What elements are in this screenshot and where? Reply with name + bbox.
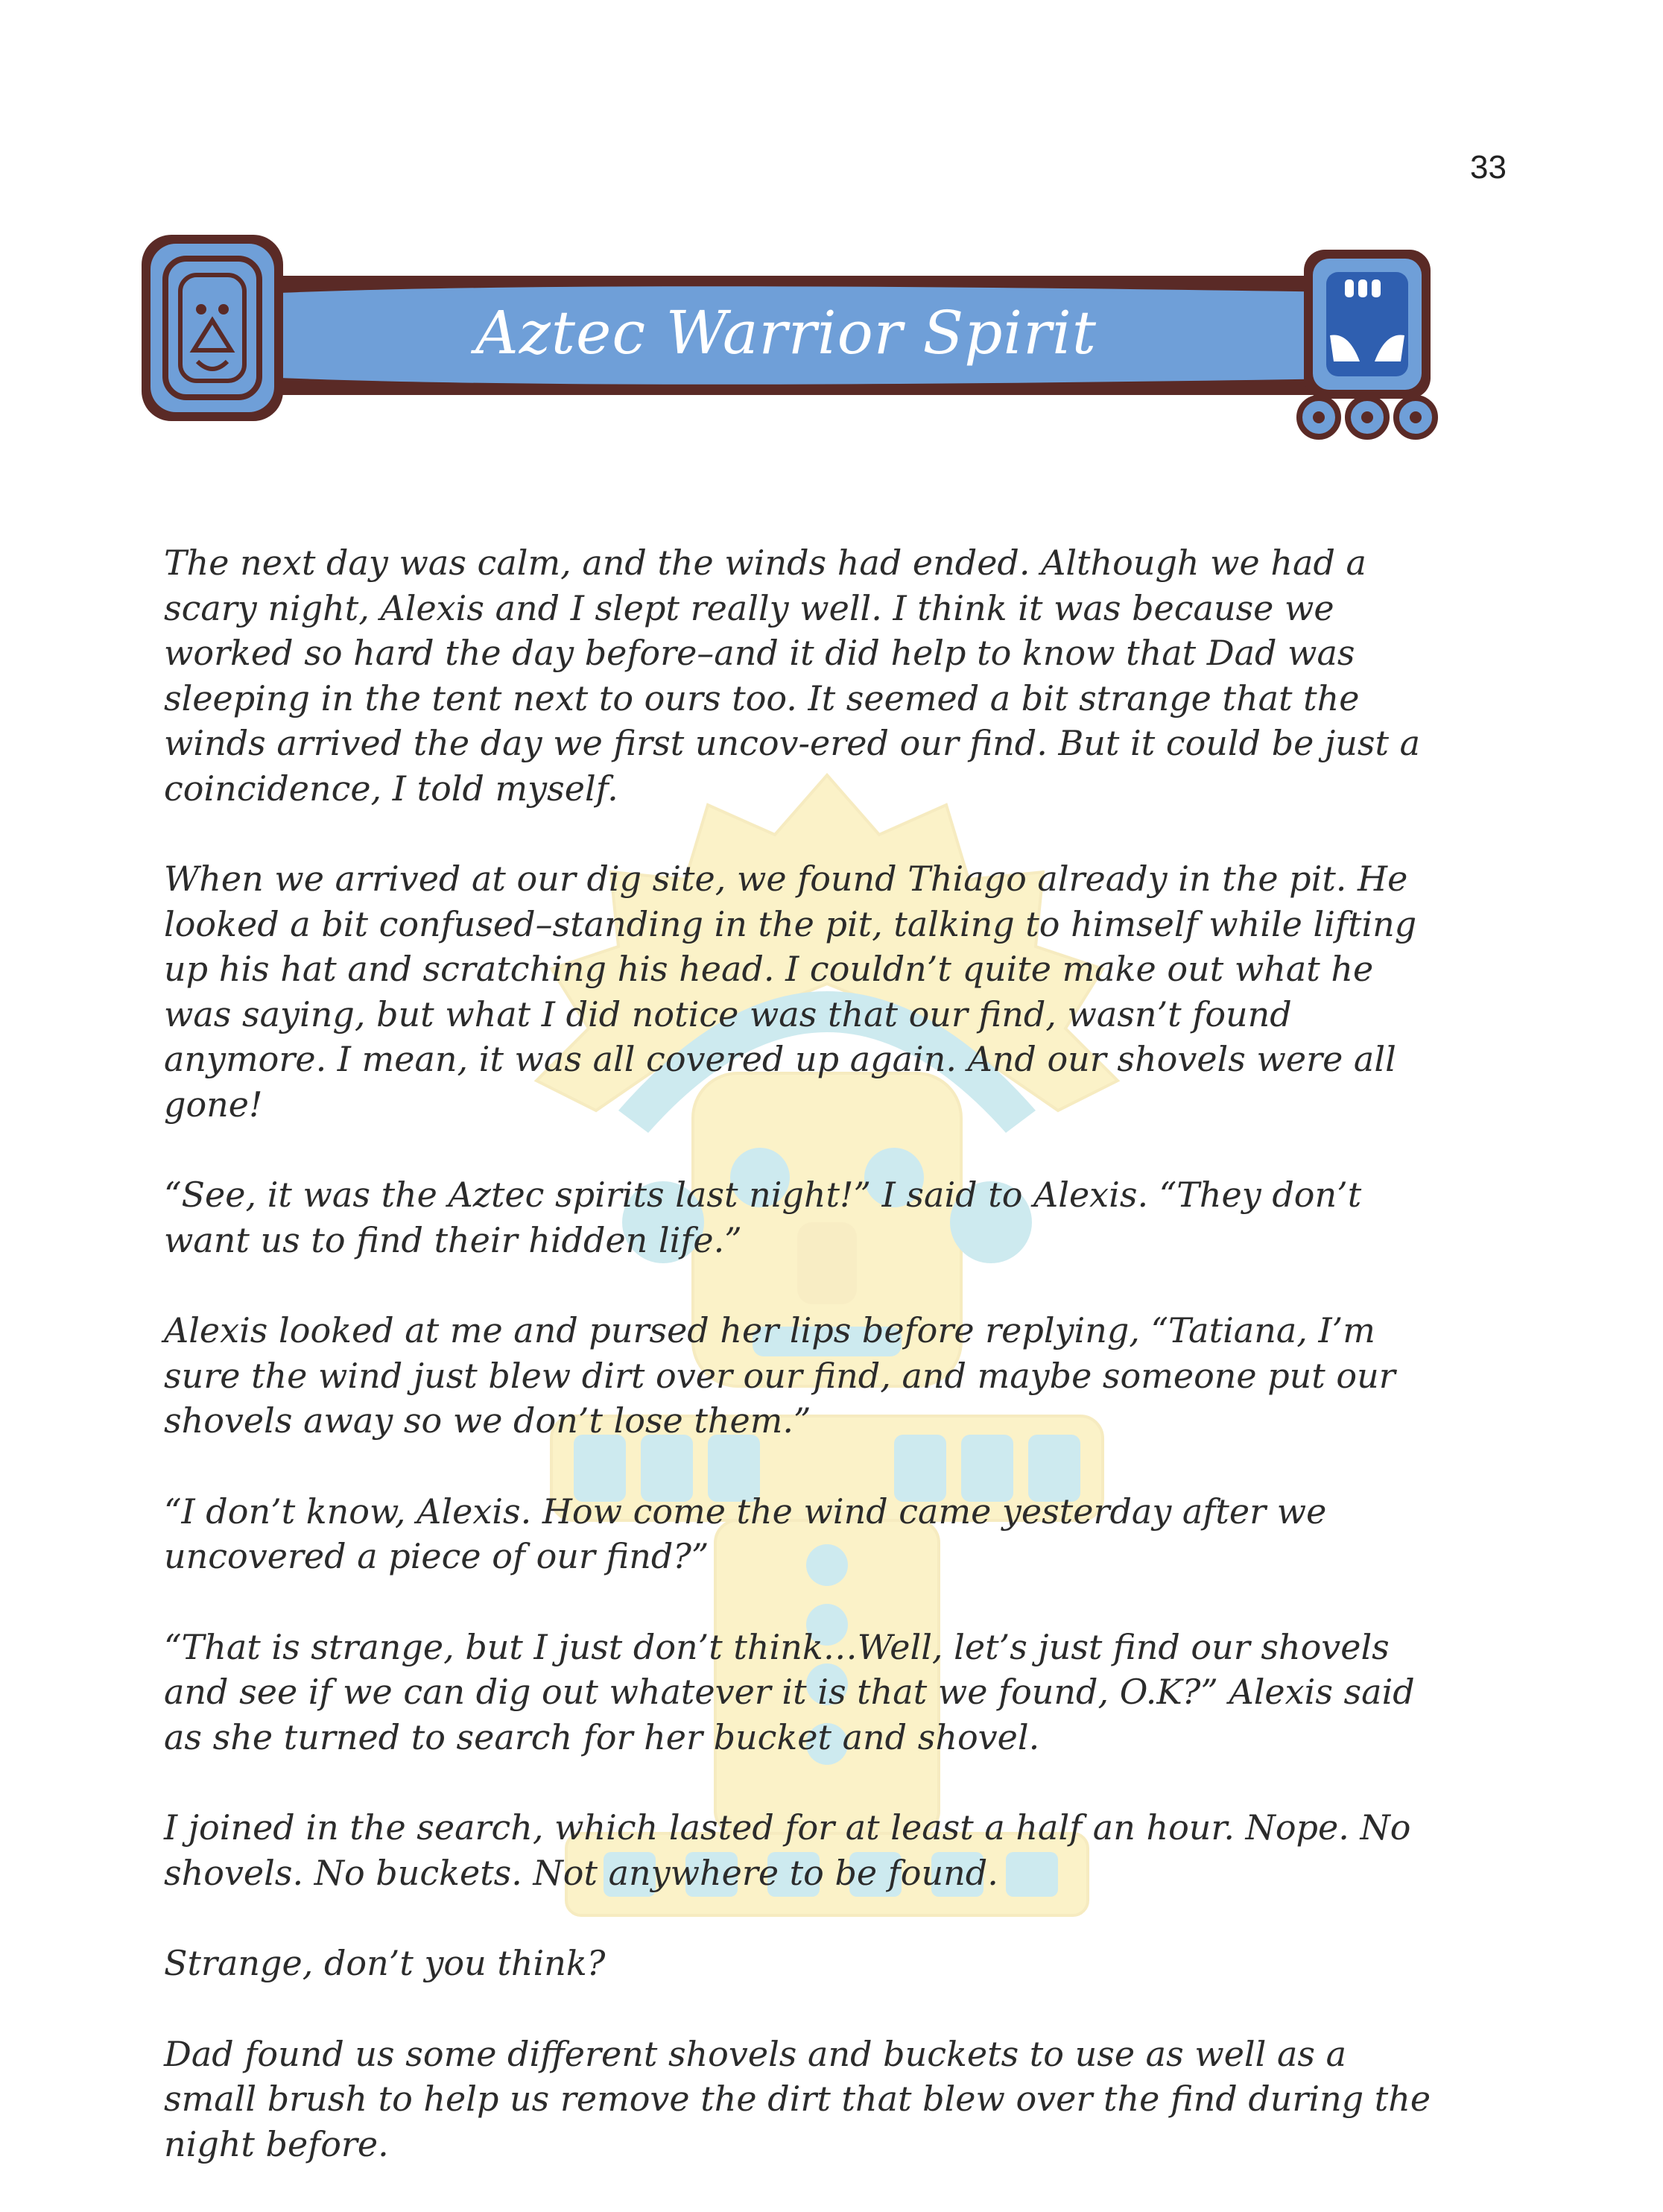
page-number: 33 [1470, 149, 1507, 186]
paragraph: “That is strange, but I just don’t think…Well, let’s just find our shovels and see if we can dig out whatever it is that we found, O.K?” Alexis said as she turned to search for her bucket and shovel. [164, 1626, 1415, 1757]
chapter-banner [134, 224, 1438, 447]
paragraph: Dad found us some different shovels and buckets to use as well as a small brush to help us remove the dirt that blew over the find during the night before. [164, 2033, 1431, 2164]
chapter-title: Aztec Warrior Spirit [475, 298, 1097, 367]
paragraph: “I don’t know, Alexis. How come the wind came yesterday after we uncovered a piece of our find?” [164, 1491, 1327, 1576]
paragraph: I joined in the search, which lasted for at least a half an hour. Nope. No shovels. No buckets. Not anywhere to be found. [164, 1807, 1411, 1893]
story-body [164, 540, 1445, 2212]
paragraph: The next day was calm, and the winds had ended. Although we had a scary night, Alexis and I slept really well. I think it was because we worked so hard the day before–and it did help to know that Dad was sleeping in the tent next to ours too. It seemed a bit strange that the winds arrived the day we first uncov-ered our find. But it could be just a coincidence, I told myself. [164, 543, 1421, 809]
paragraph: Alexis looked at me and pursed her lips before replying, “Tatiana, I’m sure the wind just blew dirt over our find, and maybe someone put our shovels away so we don’t lose them.” [164, 1310, 1396, 1441]
paragraph: “See, it was the Aztec spirits last night!” I said to Alexis. “They don’t want us to find their hidden life.” [164, 1175, 1362, 1260]
paragraph: When we arrived at our dig site, we found Thiago already in the pit. He looked a bit confused–standing in the pit, talking to himself while lifting up his hat and scratching his head. I couldn’t quite make out what he was saying, but what I did notice was that our find, wasn’t found anymore. I mean, it was all covered up again. And our shovels were all gone! [164, 859, 1417, 1125]
paragraph: Strange, don’t you think? [164, 1943, 606, 1983]
